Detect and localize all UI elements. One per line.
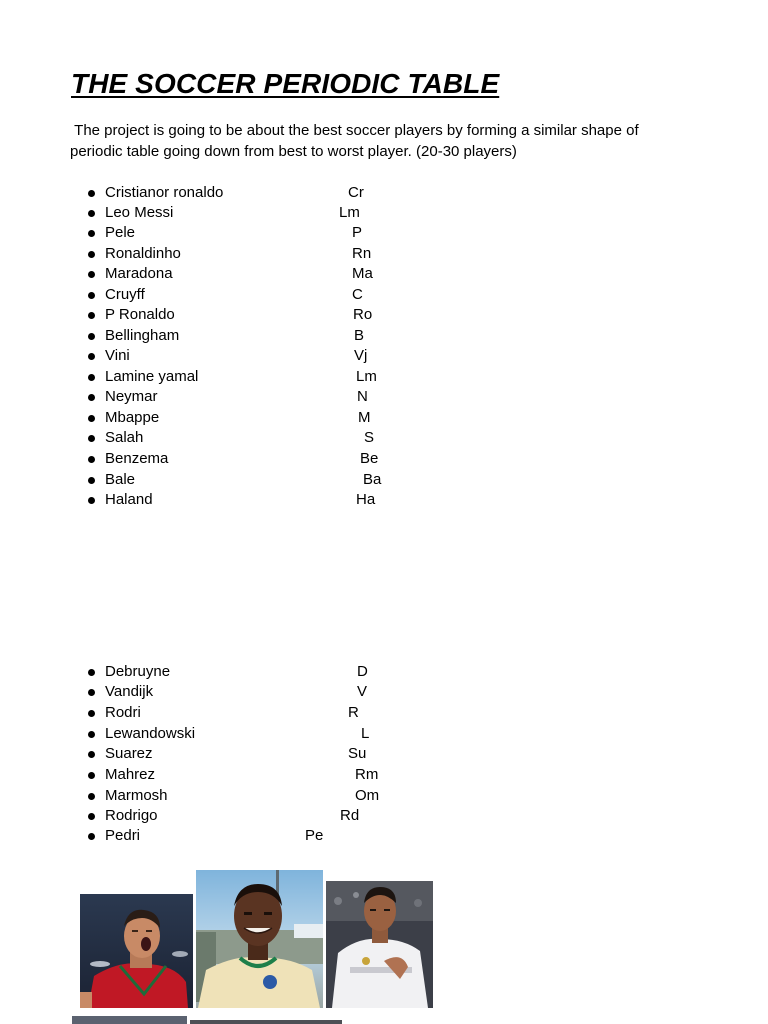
player-symbol: B [354,327,365,344]
bullet-icon [88,772,95,779]
list-item [0,703,768,723]
bullet-icon [88,415,95,422]
player-symbol: R [348,704,359,721]
player-name: Salah [105,429,144,446]
player-name: Benzema [105,450,169,467]
player-symbol: Ba [363,471,382,488]
player-photo-partial-left [72,1016,187,1024]
player-name: Haland [105,491,153,508]
player-symbol: Ha [356,491,376,508]
bullet-icon [88,353,95,360]
list-item [0,786,768,806]
player-symbol: S [364,429,375,446]
player-name: Pedri [105,827,141,844]
list-item [0,203,768,223]
player-name: Suarez [105,745,153,762]
list-item [0,346,768,366]
player-symbol: Ro [353,306,373,323]
list-item [0,470,768,490]
bullet-icon [88,689,95,696]
player-symbol: P [352,224,363,241]
bullet-icon [88,271,95,278]
player-name: Maradona [105,265,173,282]
player-symbol: Cr [348,184,364,201]
document-title: THE SOCCER PERIODIC TABLE [71,68,500,99]
player-symbol: M [358,409,371,426]
bullet-icon [88,813,95,820]
player-name: Vandijk [105,683,154,700]
player-symbol: Rm [355,766,379,783]
list-item [0,223,768,243]
bullet-icon [88,230,95,237]
bullet-icon [88,312,95,319]
player-symbol: V [357,683,368,700]
player-symbol: Lm [356,368,377,385]
list-item [0,765,768,785]
player-symbol: C [352,286,363,303]
player-symbol: L [361,725,370,742]
player-symbol: Su [348,745,367,762]
player-name: Cristianor ronaldo [105,184,224,201]
list-item [0,387,768,407]
list-item [0,662,768,682]
player-name: Cruyff [105,286,145,303]
list-item [0,744,768,764]
list-item [0,183,768,203]
bullet-icon [88,435,95,442]
player-name: Pele [105,224,136,241]
player-name: Vini [105,347,130,364]
bullet-icon [88,210,95,217]
player-photo-red-kit [80,894,193,1008]
player-symbol: Be [360,450,379,467]
list-item [0,490,768,510]
list-item [0,682,768,702]
player-photo-partial-right [190,1020,342,1024]
list-item [0,806,768,826]
bullet-icon [88,710,95,717]
intro-paragraph: The project is going to be about the best soccer players by forming a similar shape of periodic table going down from best to worst player. (20-30 players) [70,122,643,160]
player-symbol: D [357,663,368,680]
player-symbol: Lm [339,204,360,221]
player-name: Rodri [105,704,141,721]
bullet-icon [88,251,95,258]
player-name: Mbappe [105,409,160,426]
player-name: Marmosh [105,787,168,804]
bullet-icon [88,497,95,504]
player-name: Rodrigo [105,807,158,824]
player-name: Mahrez [105,766,156,783]
player-name: Ronaldinho [105,245,181,262]
player-name: Neymar [105,388,158,405]
bullet-icon [88,333,95,340]
list-item [0,244,768,264]
player-symbol: Om [355,787,380,804]
bullet-icon [88,477,95,484]
player-name: Bale [105,471,136,488]
player-name: Debruyne [105,663,171,680]
bullet-icon [88,190,95,197]
list-item [0,326,768,346]
list-item [0,367,768,387]
list-item [0,428,768,448]
list-item [0,408,768,428]
player-name: P Ronaldo [105,306,175,323]
bullet-icon [88,292,95,299]
player-photo-cream-shirt [196,870,323,1008]
player-name: Lamine yamal [105,368,199,385]
player-symbol: N [357,388,368,405]
bullet-icon [88,374,95,381]
player-name: Leo Messi [105,204,174,221]
bullet-icon [88,833,95,840]
player-name: Lewandowski [105,725,196,742]
player-symbol: Vj [354,347,368,364]
player-symbol: Rd [340,807,360,824]
bullet-icon [88,669,95,676]
list-item [0,264,768,284]
player-symbol: Rn [352,245,372,262]
list-item [0,724,768,744]
bullet-icon [88,394,95,401]
bullet-icon [88,731,95,738]
list-item [0,285,768,305]
bullet-icon [88,793,95,800]
list-item [0,826,768,846]
player-symbol: Ma [352,265,373,282]
bullet-icon [88,751,95,758]
bullet-icon [88,456,95,463]
player-photo-white-kit [326,881,433,1008]
player-symbol: Pe [305,827,324,844]
list-item [0,449,768,469]
player-name: Bellingham [105,327,180,344]
list-item [0,305,768,325]
